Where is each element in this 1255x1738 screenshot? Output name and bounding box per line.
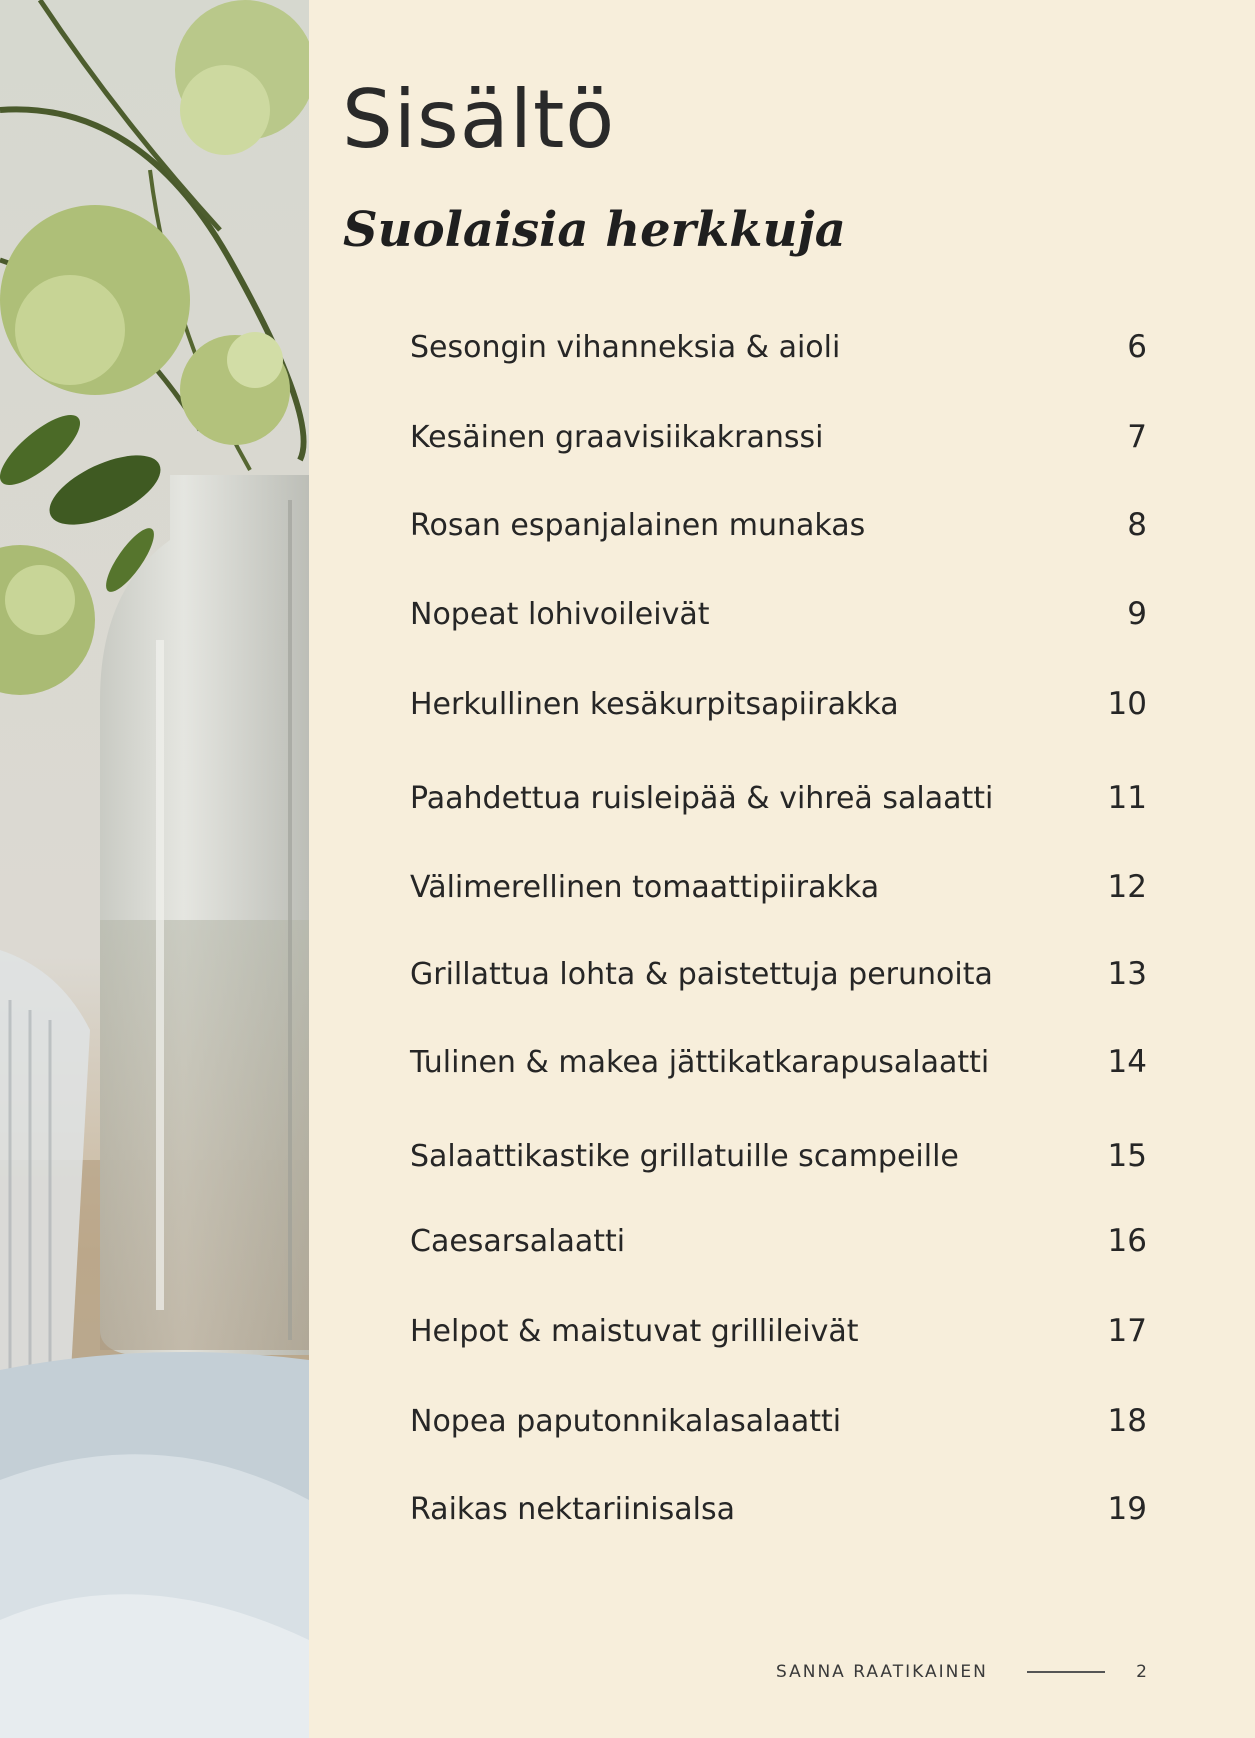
page-number: 2	[1136, 1662, 1147, 1682]
page-footer	[776, 1658, 1147, 1686]
toc-item[interactable]	[410, 1131, 1147, 1181]
toc-item-title: Grillattua lohta & paistettuja perunoita	[410, 956, 993, 992]
toc-item-page: 10	[1107, 686, 1147, 722]
toc-item-page: 7	[1127, 419, 1147, 455]
toc-item-title: Herkullinen kesäkurpitsapiirakka	[410, 686, 899, 722]
toc-item[interactable]	[410, 1484, 1147, 1534]
toc-item[interactable]	[410, 1037, 1147, 1087]
toc-item-title: Rosan espanjalainen munakas	[410, 507, 866, 543]
toc-item-page: 8	[1127, 507, 1147, 543]
toc-item[interactable]	[410, 773, 1147, 823]
toc-item-title: Raikas nektariinisalsa	[410, 1491, 736, 1527]
section-title: Suolaisia herkkuja	[343, 202, 846, 258]
author-name: SANNA RAATIKAINEN	[776, 1662, 988, 1682]
table-of-contents	[309, 0, 1255, 1600]
toc-item[interactable]	[410, 679, 1147, 729]
toc-item-title: Caesarsalaatti	[410, 1223, 626, 1259]
toc-item-page: 12	[1107, 869, 1147, 905]
toc-item-title: Tulinen & makea jättikatkarapusalaatti	[410, 1044, 990, 1080]
toc-item[interactable]	[410, 1306, 1147, 1356]
toc-item-title: Paahdettua ruisleipää & vihreä salaatti	[410, 780, 994, 816]
toc-item-page: 16	[1107, 1223, 1147, 1259]
toc-item-page: 6	[1127, 329, 1147, 365]
toc-item[interactable]	[410, 862, 1147, 912]
toc-item-page: 14	[1107, 1044, 1147, 1080]
flower-vase-photo	[0, 0, 309, 1738]
toc-item-page: 11	[1107, 780, 1147, 816]
toc-item-title: Välimerellinen tomaattipiirakka	[410, 869, 880, 905]
toc-item[interactable]	[410, 1216, 1147, 1266]
page-title: Sisältö	[342, 73, 616, 166]
toc-item-title: Nopeat lohivoileivät	[410, 596, 710, 632]
toc-item[interactable]	[410, 412, 1147, 462]
footer-divider	[1027, 1671, 1105, 1673]
toc-item-page: 9	[1127, 596, 1147, 632]
toc-item[interactable]	[410, 589, 1147, 639]
toc-item-page: 13	[1107, 956, 1147, 992]
toc-item-title: Kesäinen graavisiikakranssi	[410, 419, 824, 455]
toc-item-title: Nopea paputonnikalasalaatti	[410, 1403, 842, 1439]
toc-item[interactable]	[410, 322, 1147, 372]
toc-item[interactable]	[410, 949, 1147, 999]
contents-panel	[309, 0, 1255, 1738]
toc-item[interactable]	[410, 500, 1147, 550]
toc-item-page: 17	[1107, 1313, 1147, 1349]
toc-item-page: 19	[1107, 1491, 1147, 1527]
toc-item-title: Salaattikastike grillatuille scampeille	[410, 1138, 959, 1174]
toc-item-title: Helpot & maistuvat grillileivät	[410, 1313, 859, 1349]
toc-item-page: 15	[1107, 1138, 1147, 1174]
toc-item[interactable]	[410, 1396, 1147, 1446]
toc-item-page: 18	[1107, 1403, 1147, 1439]
toc-item-title: Sesongin vihanneksia & aioli	[410, 329, 841, 365]
